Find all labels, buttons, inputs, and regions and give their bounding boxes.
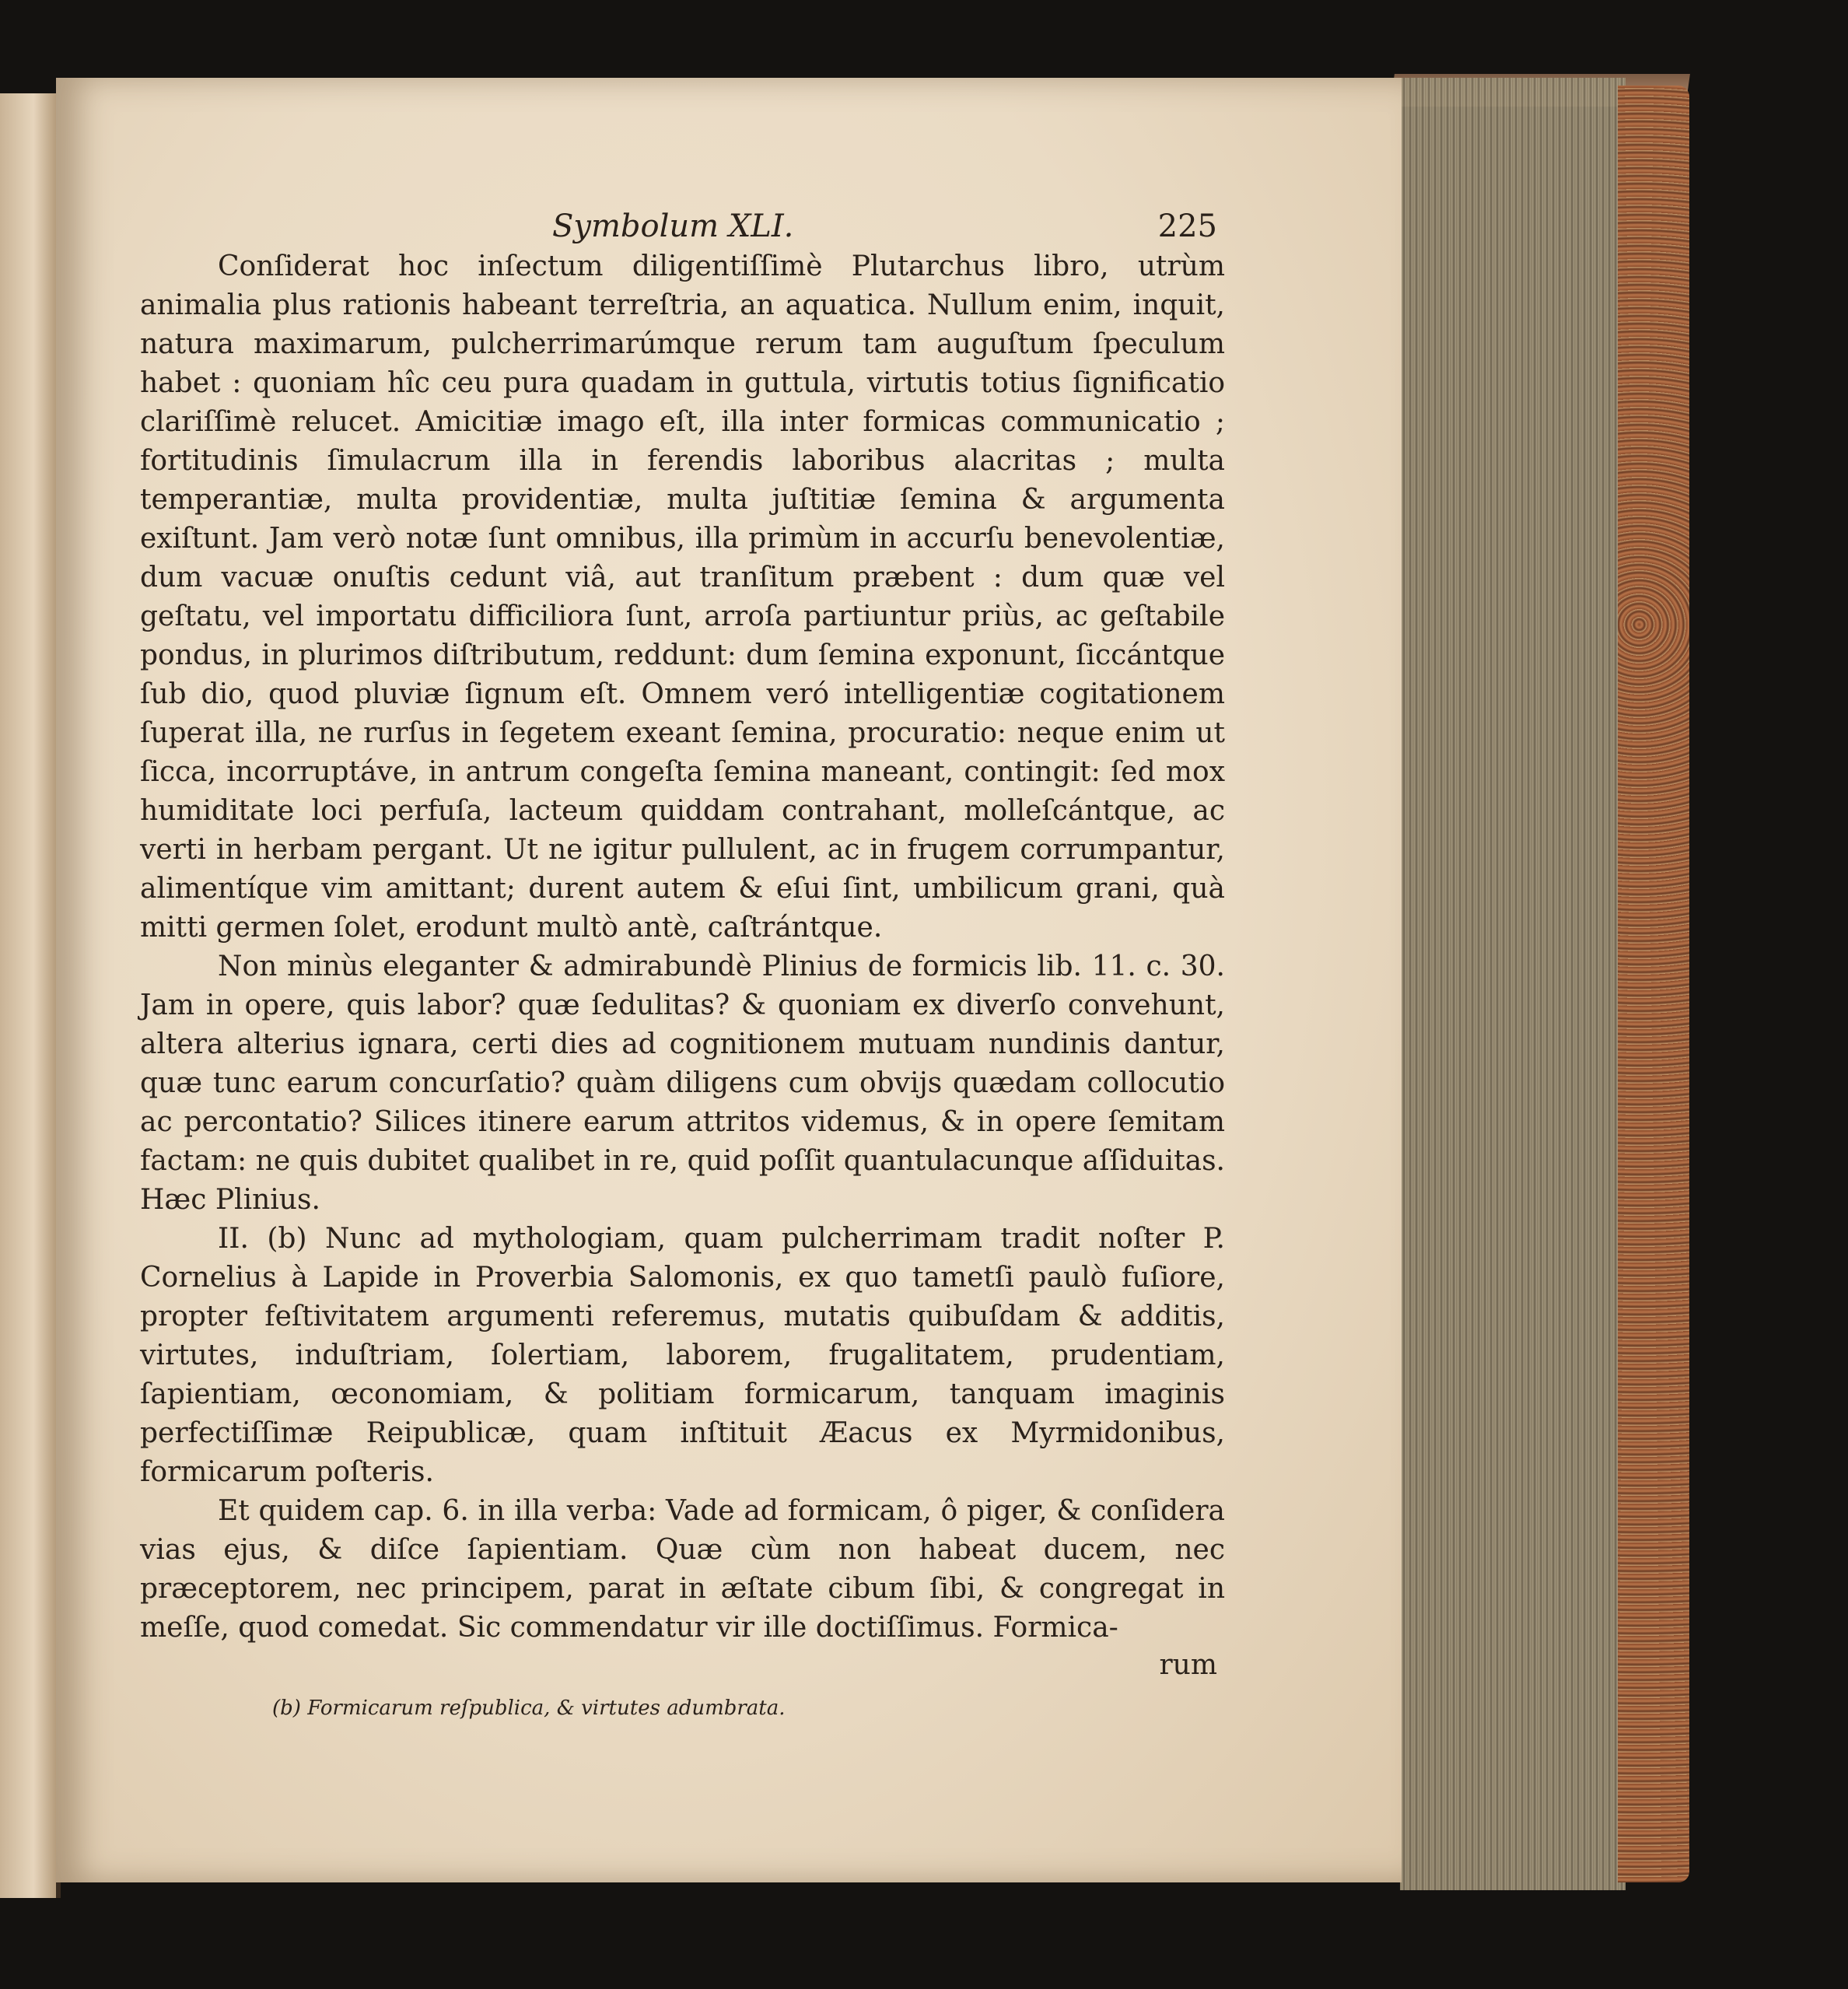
running-title: Symbolum XLI. xyxy=(552,208,794,244)
paragraph-4: Et quidem cap. 6. in illa verba: Vade ad formicam, ô piger, & conſidera vias ejus, & diſce ſapientiam. Quæ cùm non habeat ducem, nec præceptorem, nec principem, parat in æſtate cibum ſibi, & congregat in meſſe, quod comedat. Sic commendatur vir ille doctiſſimus. Formica- xyxy=(140,1495,1225,1644)
left-page-edge xyxy=(0,93,61,1898)
marbled-cover-edge xyxy=(1618,86,1689,1882)
catchword: rum xyxy=(1159,1649,1217,1681)
paragraph-3: II. (b) Nunc ad mythologiam, quam pulcherrimam tradit noſter P. Cornelius à Lapide in Proverbia Salomonis, ex quo tametſi paulò fuſiore, propter feſtivitatem argumenti referemus, mutatis quibuſdam & additis, virtutes, induſtriam, ſolertiam, laborem, frugalitatem, prudentiam, ſapientiam, œconomiam, & politiam formicarum, tanquam imaginis perfectiſſimæ Reipublicæ, quam inſtituit Æacus ex Myrmidonibus, formicarum poſteris. xyxy=(140,1223,1225,1488)
page-number: 225 xyxy=(1157,208,1217,244)
page-fore-edge xyxy=(1400,78,1626,1890)
page-header xyxy=(140,208,1225,247)
page-text xyxy=(140,208,1225,1722)
footnote: (b) Formicarum reſpublica, & virtutes adumbrata. xyxy=(272,1697,786,1720)
paragraph-1: Conſiderat hoc inſectum diligentiſſimè Plutarchus libro, utrùm animalia plus rationis habeant terreſtria, an aquatica. Nullum enim, inquit, natura maximarum, pulcherrimarúmque rerum tam auguſtum ſpeculum habet : quoniam hîc ceu pura quadam in guttula, virtutis totius ſignificatio clariſſimè relucet. Amicitiæ imago eſt, illa inter formicas communicatio ; fortitudinis ſimulacrum illa in ferendis laboribus alacritas ; multa temperantiæ, multa providentiæ, multa juſtitiæ ſemina & argumenta exiſtunt. Jam verò notæ ſunt omnibus, illa primùm in accurſu benevolentiæ, dum vacuæ onuſtis cedunt viâ, aut tranſitum præbent : dum quæ vel geſtatu, vel importatu difficiliora ſunt, arroſa partiuntur priùs, ac geſtabile pondus, in plurimos diſtributum, reddunt: dum ſemina exponunt, ſiccántque ſub dio, quod pluviæ ſignum eſt. Omnem veró intelligentiæ cogitationem ſuperat illa, ne rurſus in ſegetem exeant ſemina, procuratio: neque enim ut ſicca, incorruptáve, in antrum congeſta ſemina maneant, contingit: ſed mox humiditate loci perfuſa, lacteum quiddam contrahant, molleſcántque, ac verti in herbam pergant. Ut ne igitur pullulent, ac in frugem corrumpantur, alimentíque vim amittant; durent autem & eſui ſint, umbilicum grani, quà mitti germen ſolet, erodunt multò antè, caſtrántque. xyxy=(140,250,1225,944)
paragraph-2: Non minùs eleganter & admirabundè Plinius de formicis lib. 11. c. 30. Jam in opere, quis labor? quæ ſedulitas? & quoniam ex diverſo convehunt, altera alterius ignara, certi dies ad cognitionem mutuam nundinis dantur, quæ tunc earum concurſatio? quàm diligens cum obvijs quædam collocutio ac percontatio? Silices itinere earum attritos videmus, & in opere ſemitam factam: ne quis dubitet qualibet in re, quid poſſit quantulacunque aſſiduitas. Hæc Plinius. xyxy=(140,951,1225,1216)
